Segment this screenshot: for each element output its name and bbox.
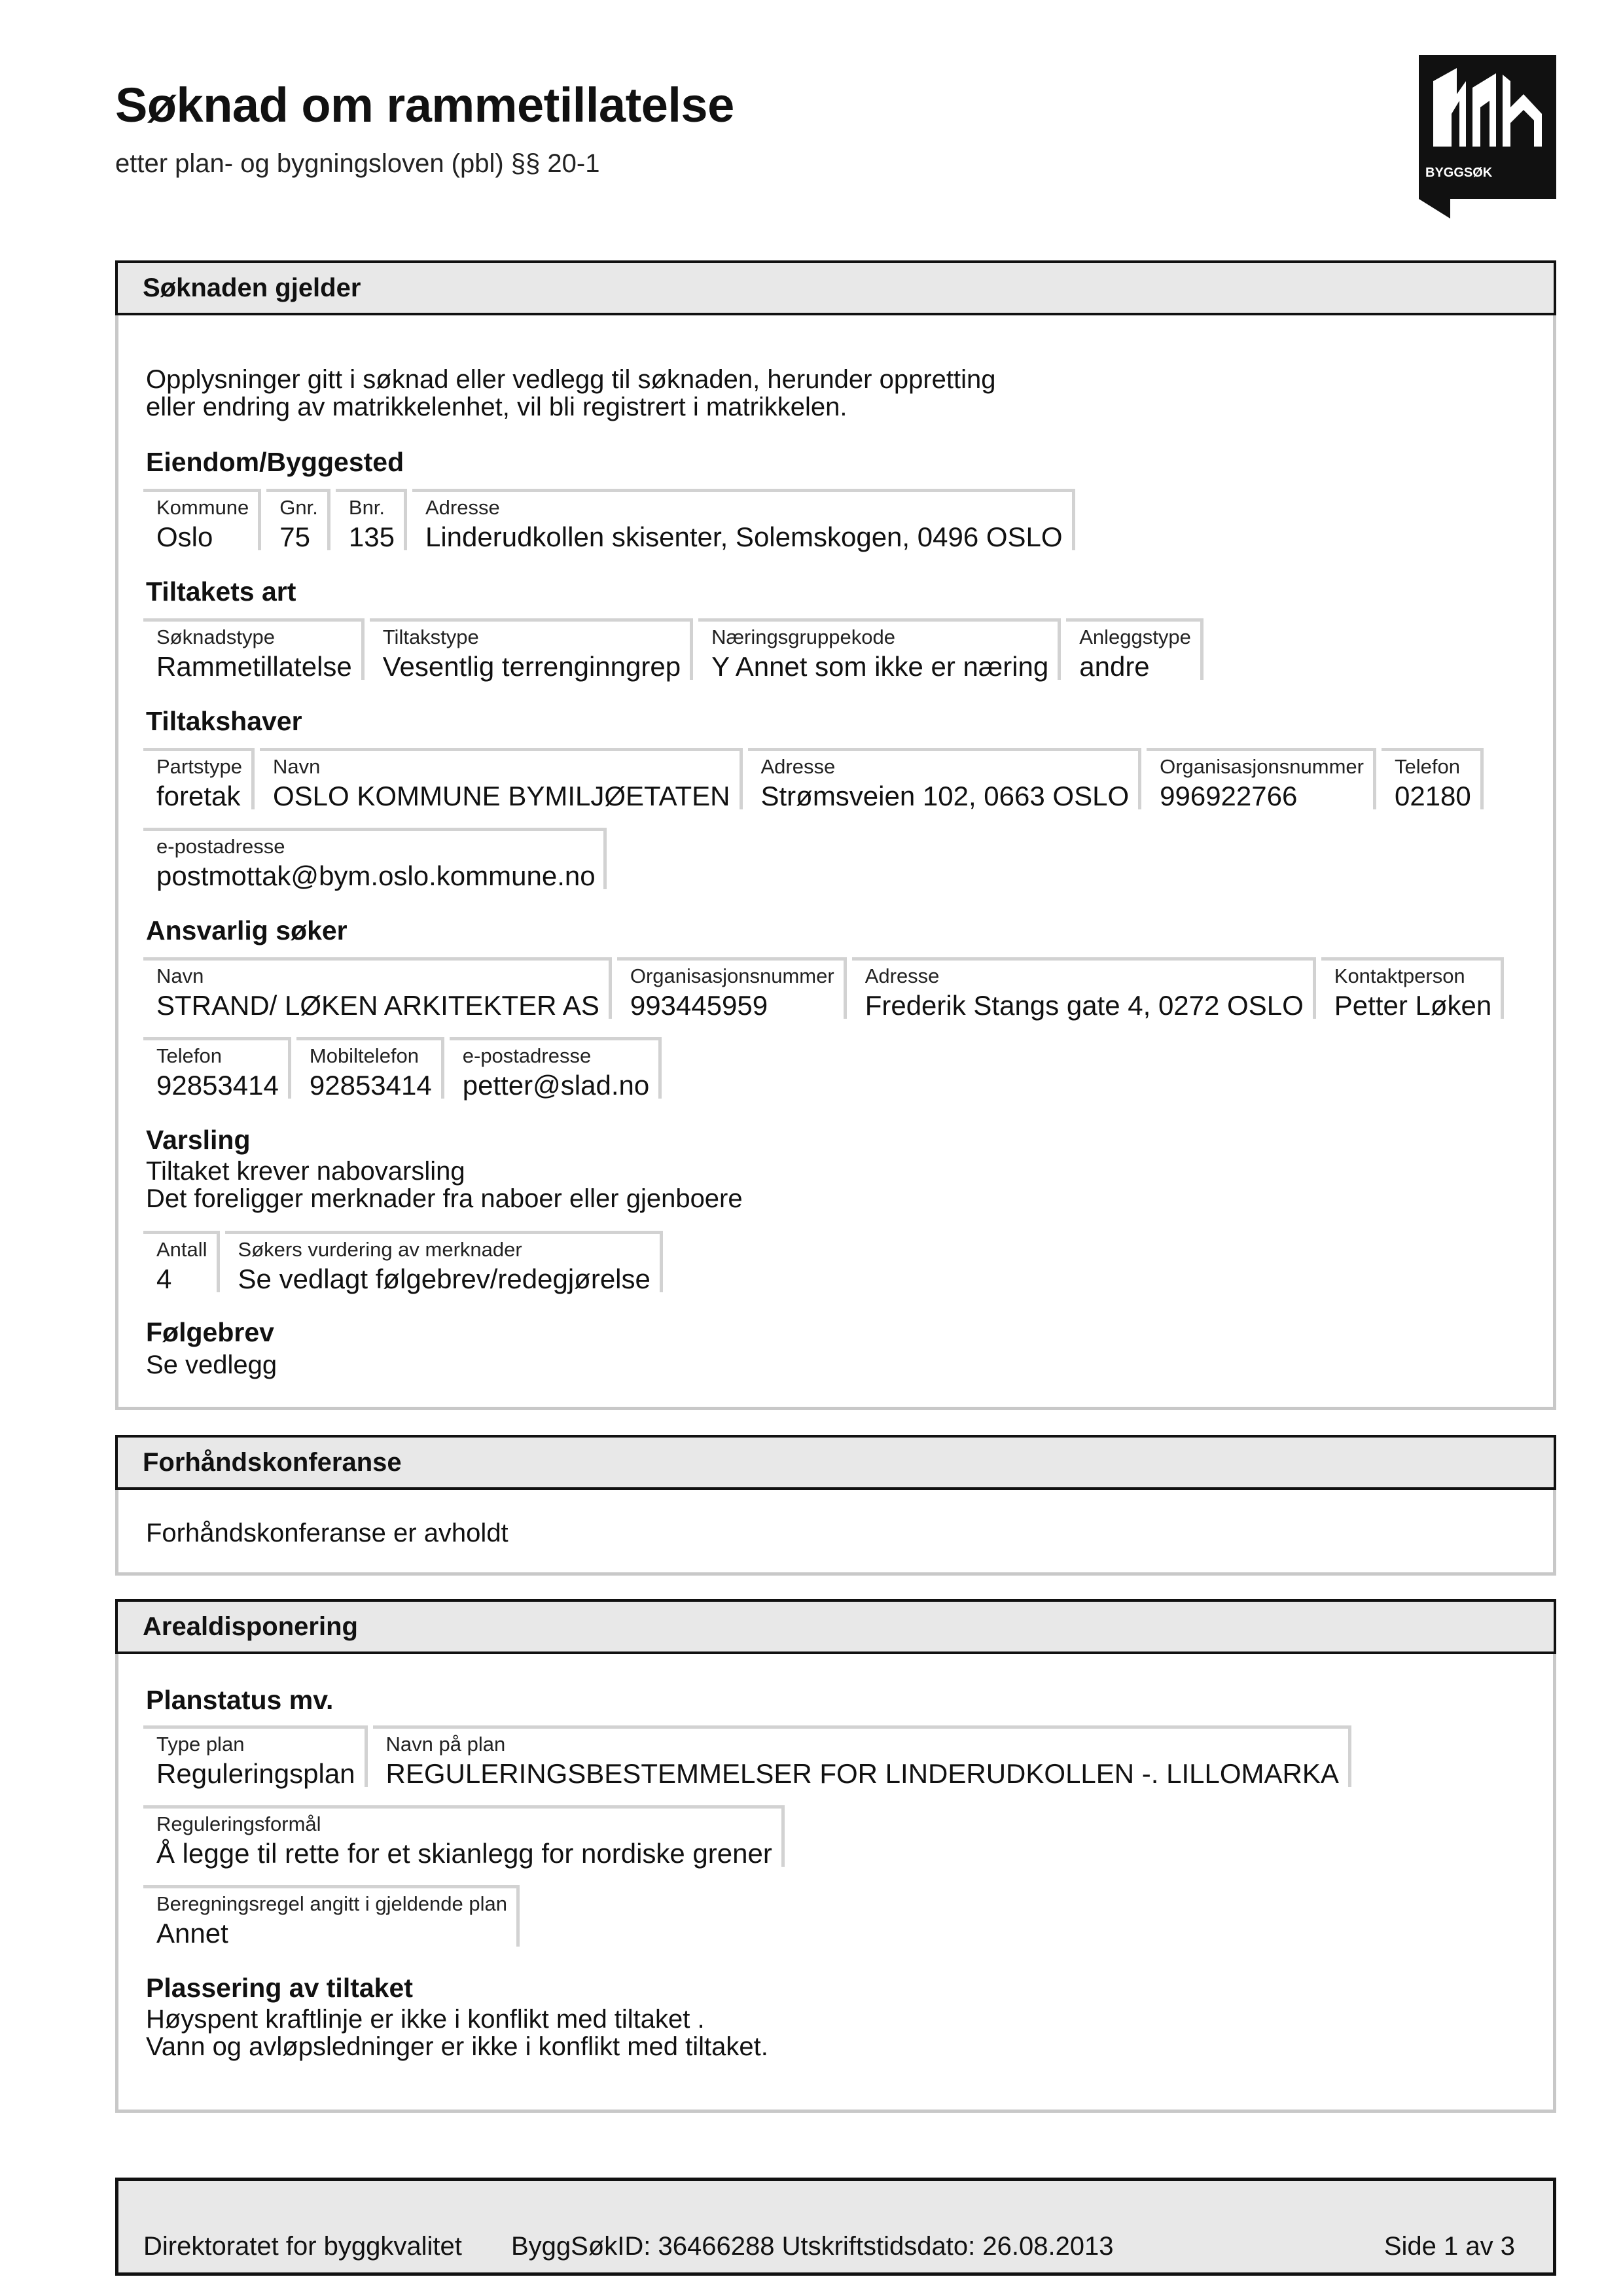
field-value: foretak xyxy=(156,781,241,811)
section-header: Søknaden gjelder xyxy=(115,260,1556,315)
field-label: Organisasjonsnummer xyxy=(1160,755,1364,778)
field-label: Partstype xyxy=(156,755,242,778)
field-label: Næringsgruppekode xyxy=(711,626,895,648)
heading-folgebrev: Følgebrev xyxy=(146,1317,274,1347)
field-value: REGULERINGSBESTEMMELSER FOR LINDERUDKOLLEN -. LILLOMARKA xyxy=(385,1758,1339,1789)
field-label: Reguleringsformål xyxy=(156,1812,321,1835)
field-value: andre xyxy=(1079,651,1150,682)
field-kommune xyxy=(143,489,261,550)
heading-varsling: Varsling xyxy=(146,1125,251,1155)
field-label: Organisasjonsnummer xyxy=(630,964,834,987)
field-navn xyxy=(143,957,612,1019)
field-label: Tiltakstype xyxy=(382,626,479,648)
field-value: 92853414 xyxy=(309,1070,432,1101)
field-value: Linderudkollen skisenter, Solemskogen, 0496 OSLO xyxy=(425,521,1063,552)
field-value: Rammetillatelse xyxy=(156,651,352,682)
field-mobiltelefon xyxy=(296,1037,444,1099)
field-reguleringsformal xyxy=(143,1805,785,1867)
heading-planstatus: Planstatus mv. xyxy=(146,1685,334,1715)
field-gnr xyxy=(266,489,330,550)
byggsok-logo xyxy=(1419,55,1556,219)
field-label: Anleggstype xyxy=(1079,626,1191,648)
field-label: Kontaktperson xyxy=(1334,964,1465,987)
varsling-line-1: Tiltaket krever nabovarsling xyxy=(146,1157,465,1186)
field-antall xyxy=(143,1231,220,1292)
tiltakshaver-fields xyxy=(143,748,1484,809)
field-naeringsgruppekode xyxy=(698,618,1061,680)
page-subtitle: etter plan- og bygningsloven (pbl) §§ 20-1 xyxy=(115,149,600,178)
page-footer xyxy=(115,2178,1556,2276)
ansvarlig-soker-contact-fields xyxy=(143,1037,662,1099)
section-arealdisponering xyxy=(115,1599,1556,2113)
field-soknadstype xyxy=(143,618,365,680)
field-telefon xyxy=(1382,748,1484,809)
field-value: 4 xyxy=(156,1263,172,1294)
field-label: e-postadresse xyxy=(462,1044,592,1067)
field-value: 02180 xyxy=(1394,781,1471,811)
field-navn-pa-plan xyxy=(373,1725,1351,1787)
field-beregningsregel xyxy=(143,1885,520,1947)
field-label: Type plan xyxy=(156,1733,245,1756)
heading-tiltakets-art: Tiltakets art xyxy=(146,576,296,607)
field-value: 135 xyxy=(348,521,395,552)
heading-plassering: Plassering av tiltaket xyxy=(146,1973,413,2003)
field-label: Telefon xyxy=(1394,755,1460,778)
field-kontaktperson xyxy=(1321,957,1504,1019)
section-soknaden-gjelder xyxy=(115,260,1556,1410)
field-value: Petter Løken xyxy=(1334,990,1492,1021)
field-label: Adresse xyxy=(865,964,940,987)
field-value: Frederik Stangs gate 4, 0272 OSLO xyxy=(865,990,1304,1021)
section-header: Arealdisponering xyxy=(115,1599,1556,1654)
beregningsregel-row xyxy=(143,1885,520,1947)
forhandskonferanse-text: Forhåndskonferanse er avholdt xyxy=(146,1519,508,1547)
field-adresse xyxy=(852,957,1316,1019)
field-adresse xyxy=(748,748,1142,809)
field-label: Adresse xyxy=(760,755,836,778)
field-label: Kommune xyxy=(156,496,249,519)
field-sokers-vurdering xyxy=(225,1231,663,1292)
logo-text: BYGGSØK xyxy=(1425,166,1493,180)
field-bnr xyxy=(336,489,407,550)
plassering-line-2: Vann og avløpsledninger er ikke i konflikt med tiltaket. xyxy=(146,2032,768,2061)
footer-page-number: Side 1 av 3 xyxy=(1383,2232,1515,2261)
field-e-postadresse xyxy=(450,1037,662,1099)
field-organisasjonsnummer xyxy=(1147,748,1376,809)
field-value: OSLO KOMMUNE BYMILJØETATEN xyxy=(272,781,730,811)
field-value: Å legge til rette for et skianlegg for nordiske grener xyxy=(156,1838,772,1869)
field-value: Se vedlagt følgebrev/redegjørelse xyxy=(238,1263,651,1294)
planstatus-fields xyxy=(143,1725,1351,1787)
plassering-line-1: Høyspent kraftlinje er ikke i konflikt med tiltaket . xyxy=(146,2005,705,2034)
field-value: Reguleringsplan xyxy=(156,1758,355,1789)
tiltakets-art-fields xyxy=(143,618,1204,680)
footer-id-date: ByggSøkID: 36466288 Utskriftstidsdato: 26.08.2013 xyxy=(511,2232,1114,2261)
field-adresse xyxy=(412,489,1075,550)
field-value: 993445959 xyxy=(630,990,768,1021)
ansvarlig-soker-fields xyxy=(143,957,1504,1019)
field-label: Navn på plan xyxy=(385,1733,506,1756)
field-label: Antall xyxy=(156,1238,207,1261)
field-value: STRAND/ LØKEN ARKITEKTER AS xyxy=(156,990,599,1021)
intro-line-2: eller endring av matrikkelenhet, vil bli registrert i matrikkelen. xyxy=(146,393,847,421)
field-value: postmottak@bym.oslo.kommune.no xyxy=(156,860,596,891)
tiltakshaver-email-row xyxy=(143,828,607,889)
field-label: Søknadstype xyxy=(156,626,275,648)
section-forhandskonferanse xyxy=(115,1435,1556,1576)
field-label: Adresse xyxy=(425,496,500,519)
field-type-plan xyxy=(143,1725,368,1787)
field-label: e-postadresse xyxy=(156,835,285,858)
varsling-fields xyxy=(143,1231,663,1292)
footer-org: Direktoratet for byggkvalitet xyxy=(143,2232,462,2261)
field-value: 92853414 xyxy=(156,1070,279,1101)
reguleringsformal-row xyxy=(143,1805,785,1867)
intro-line-1: Opplysninger gitt i søknad eller vedlegg til søknaden, herunder oppretting xyxy=(146,365,996,394)
eiendom-fields xyxy=(143,489,1075,550)
field-organisasjonsnummer xyxy=(617,957,847,1019)
field-value: Y Annet som ikke er næring xyxy=(711,651,1049,682)
field-value: Vesentlig terrenginngrep xyxy=(382,651,681,682)
field-label: Bnr. xyxy=(348,496,385,519)
folgebrev-value: Se vedlegg xyxy=(146,1351,277,1379)
field-value: Strømsveien 102, 0663 OSLO xyxy=(760,781,1130,811)
field-label: Gnr. xyxy=(279,496,318,519)
field-label: Beregningsregel angitt i gjeldende plan xyxy=(156,1892,508,1915)
field-value: petter@slad.no xyxy=(462,1070,650,1101)
section-header: Forhåndskonferanse xyxy=(115,1435,1556,1490)
field-label: Navn xyxy=(272,755,321,778)
field-tiltakstype xyxy=(370,618,693,680)
field-label: Navn xyxy=(156,964,204,987)
heading-tiltakshaver: Tiltakshaver xyxy=(146,706,302,736)
field-navn xyxy=(260,748,743,809)
page-title: Søknad om rammetillatelse xyxy=(115,78,734,132)
field-anleggstype xyxy=(1066,618,1204,680)
field-value: Annet xyxy=(156,1918,228,1949)
field-telefon xyxy=(143,1037,291,1099)
field-label: Telefon xyxy=(156,1044,222,1067)
field-e-postadresse xyxy=(143,828,607,889)
varsling-line-2: Det foreligger merknader fra naboer eller gjenboere xyxy=(146,1184,743,1213)
field-value: 996922766 xyxy=(1160,781,1298,811)
field-value: Oslo xyxy=(156,521,213,552)
heading-eiendom: Eiendom/Byggested xyxy=(146,447,404,477)
field-label: Søkers vurdering av merknader xyxy=(238,1238,522,1261)
heading-ansvarlig-soker: Ansvarlig søker xyxy=(146,915,348,945)
field-label: Mobiltelefon xyxy=(309,1044,419,1067)
field-partstype xyxy=(143,748,255,809)
field-value: 75 xyxy=(279,521,311,552)
